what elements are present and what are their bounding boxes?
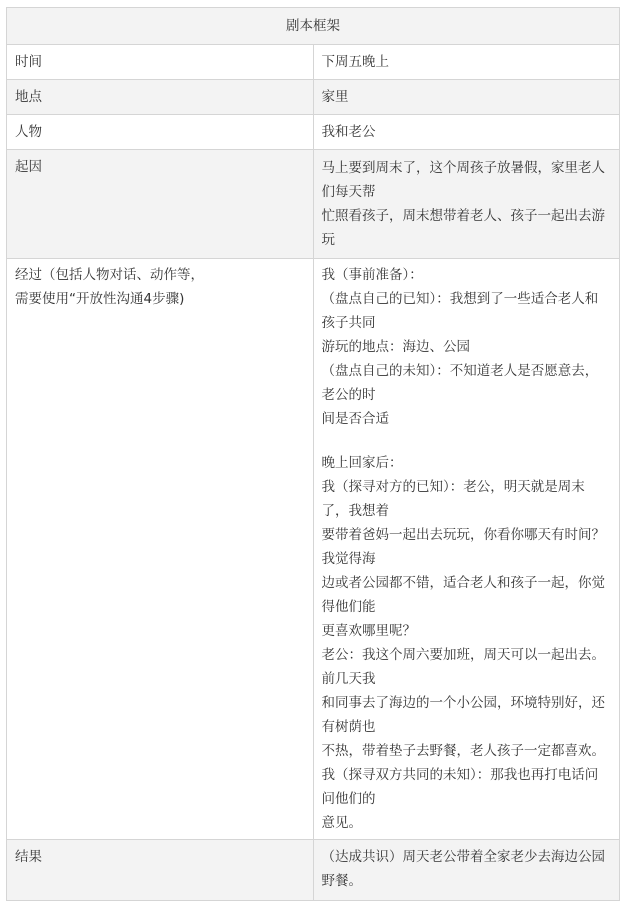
row-label-result: 结果 — [7, 840, 314, 901]
process-line: （盘点自己的未知）：不知道老人是否愿意去，老公的时 — [321, 363, 599, 403]
process-line: 意见。 — [321, 815, 362, 831]
process-line: 我（事前准备）： — [321, 267, 423, 283]
process-line: 游玩的地点：海边、公园 — [321, 339, 470, 355]
row-label-cause: 起因 — [7, 150, 314, 259]
process-line: 要带着爸妈一起出去玩玩，你看你哪天有时间？我觉得海 — [321, 527, 605, 567]
process-line: 更喜欢哪里呢？ — [321, 623, 416, 639]
script-framework-table-container — [6, 7, 620, 901]
table-row-result — [7, 840, 620, 901]
process-label-line: 经过（包括人物对话、动作等， — [15, 267, 204, 283]
row-value-time: 下周五晚上 — [313, 45, 620, 80]
row-value-characters: 我和老公 — [313, 115, 620, 150]
row-value-place: 家里 — [313, 80, 620, 115]
process-label-line: 需要使用“开放性沟通4步骤) — [15, 291, 185, 307]
process-line: 我（探寻双方共同的未知）：那我也再打电话问问他们的 — [321, 767, 599, 807]
row-value-result: （达成共识）周天老公带着全家老少去海边公园野餐。 — [313, 840, 620, 901]
table-row-place — [7, 80, 620, 115]
row-value-cause — [313, 150, 620, 259]
process-line: 老公：我这个周六要加班，周天可以一起出去。前几天我 — [321, 647, 605, 687]
process-line: 和同事去了海边的一个小公园，环境特别好，还有树荫也 — [321, 695, 605, 735]
process-line: 不热，带着垫子去野餐，老人孩子一定都喜欢。 — [321, 743, 605, 759]
process-line: 我（探寻对方的已知）：老公，明天就是周末了，我想着 — [321, 479, 585, 519]
process-line: （盘点自己的已知）：我想到了一些适合老人和孩子共同 — [321, 291, 599, 331]
process-line: 晚上回家后： — [321, 455, 403, 471]
script-framework-table — [6, 7, 620, 901]
table-row-time — [7, 45, 620, 80]
process-blank-line — [322, 431, 612, 451]
cause-line: 忙照看孩子，周末想带着老人、孩子一起出去游玩 — [321, 208, 605, 248]
table-row-characters — [7, 115, 620, 150]
table-row-cause — [7, 150, 620, 259]
process-line: 间是否合适 — [321, 411, 389, 427]
process-line: 边或者公园都不错，适合老人和孩子一起，你觉得他们能 — [321, 575, 605, 615]
row-label-time: 时间 — [7, 45, 314, 80]
table-title: 剧本框架 — [7, 8, 620, 45]
table-title-row — [7, 8, 620, 45]
row-label-place: 地点 — [7, 80, 314, 115]
cause-line: 马上要到周末了，这个周孩子放暑假，家里老人们每天帮 — [321, 160, 605, 200]
row-label-characters: 人物 — [7, 115, 314, 150]
row-label-process — [7, 259, 314, 840]
table-row-process — [7, 259, 620, 840]
row-value-process — [313, 259, 620, 840]
